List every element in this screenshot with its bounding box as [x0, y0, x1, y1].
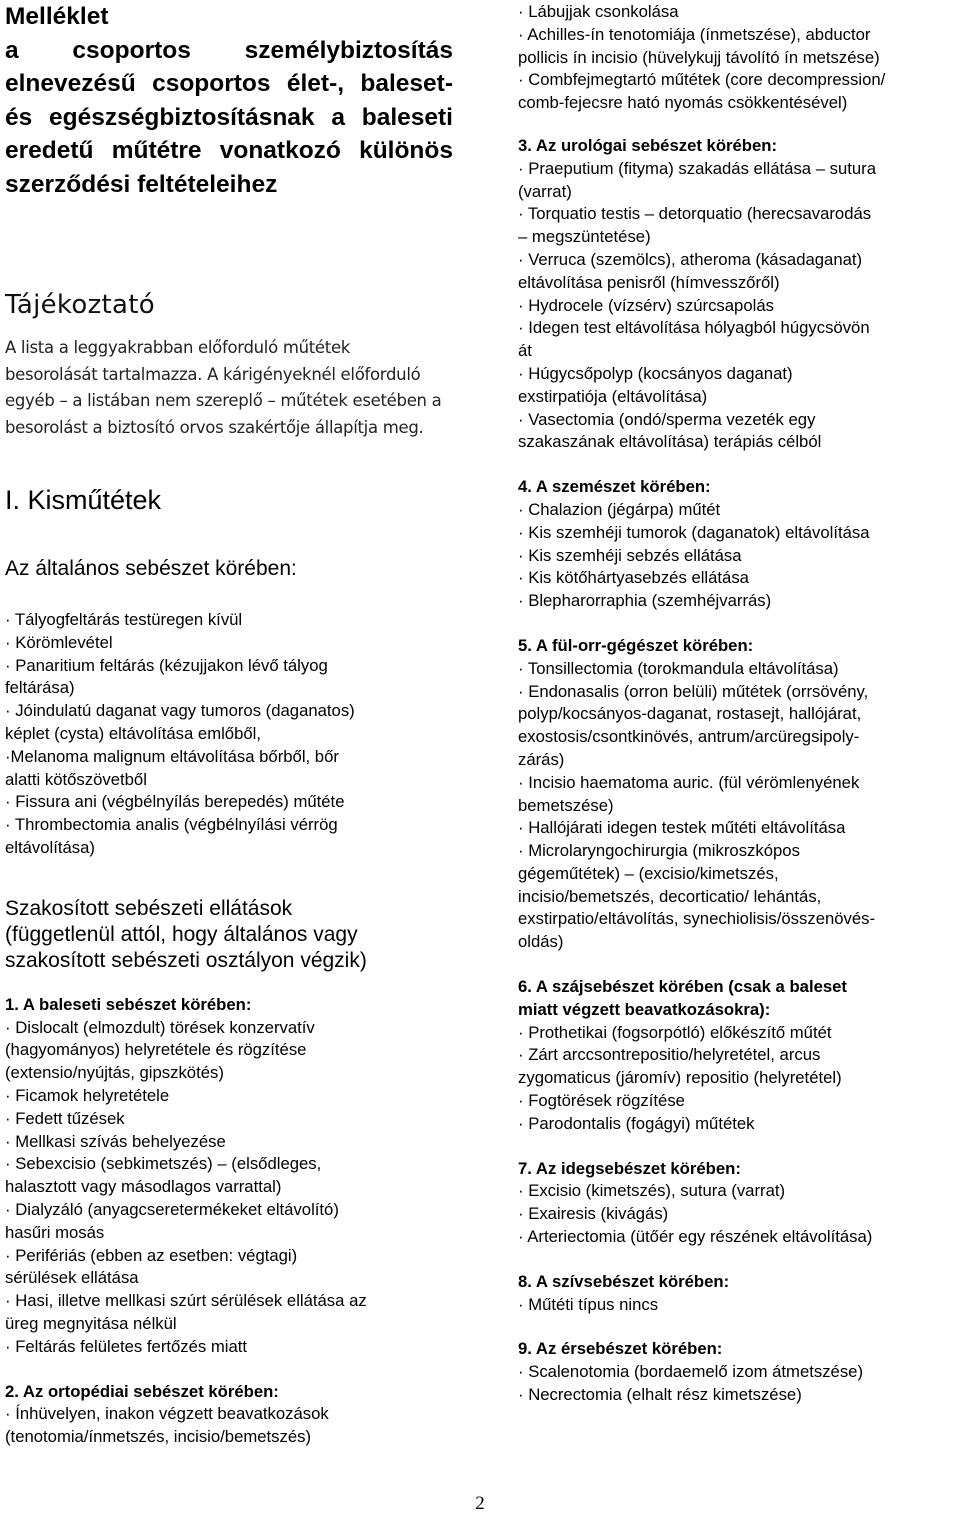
category-title-line: miatt végzett beavatkozásokra):: [518, 999, 771, 1019]
list-item-line: · Endonasalis (orron belüli) műtétek (orrsövény,: [518, 681, 869, 701]
list-item: [518, 1044, 948, 1090]
category-title-line: 8. A szívsebészet körében:: [518, 1271, 730, 1291]
list-item: [518, 499, 948, 522]
list-item: [518, 567, 948, 590]
list-item-line: · Fedett tűzések: [5, 1108, 125, 1128]
list-item: [5, 655, 453, 701]
list-item: [518, 658, 948, 681]
list-item-line: · Dialyzáló (anyagcseretermékeket eltávolító): [5, 1199, 339, 1219]
list-item-line: · Kis kötőhártyasebzés ellátása: [518, 568, 749, 588]
list-item: [518, 1203, 948, 1226]
category-title-line: 5. A fül-orr-gégészet körében:: [518, 635, 754, 655]
list-item: [5, 1336, 453, 1359]
list-item: [518, 1, 948, 24]
list-item: [518, 1090, 948, 1113]
list-item-line: alatti kötőszövetből: [5, 769, 147, 789]
list-item: [5, 1403, 453, 1449]
list-item: [5, 1131, 453, 1154]
list-item-line: · Hasi, illetve mellkasi szúrt sérülések ellátása az: [5, 1291, 367, 1311]
category-block: [518, 1338, 948, 1406]
list-item-line: · Scalenotomia (bordaemelő izom átmetszése): [518, 1362, 864, 1382]
left-column: [5, 0, 453, 1449]
category-list: [518, 499, 948, 613]
list-item-line: · Feltárás felületes fertőzés miatt: [5, 1336, 248, 1356]
category-title: [518, 976, 948, 1022]
list-item-line: · Excisio (kimetszés), sutura (varrat): [518, 1181, 786, 1201]
list-item-line: képlet (cysta) eltávolítása emlőből,: [5, 723, 261, 743]
category-title-line: 9. Az érsebészet körében:: [518, 1339, 723, 1359]
list-item-line: · Sebexcisio (sebkimetszés) – (elsődleges,: [5, 1154, 322, 1174]
list-item-line: · Mellkasi szívás behelyezése: [5, 1131, 226, 1151]
list-item-line: eltávolítása penisről (hímvesszőről): [518, 272, 780, 292]
title-line: elnevezésű csoportos élet-, baleset-: [5, 70, 453, 97]
list-item: [5, 1245, 453, 1291]
category-list: [518, 158, 948, 454]
category-list: [518, 658, 948, 954]
list-item-line: sérülések ellátása: [5, 1268, 139, 1288]
list-item: [5, 1153, 453, 1199]
list-item: [5, 746, 453, 792]
list-item-line: · Microlaryngochirurgia (mikroszkópos: [518, 841, 800, 861]
list-item-line: · Idegen test eltávolítása hólyagból húgycsövön: [518, 318, 870, 338]
specialized-heading-line: Szakosított sebészeti ellátások: [5, 896, 293, 920]
category-title-line: 2. Az ortopédiai sebészet körében:: [5, 1381, 279, 1401]
list-item: [518, 203, 948, 249]
category-title-line: 1. A baleseti sebészet körében:: [5, 994, 252, 1014]
list-item: [518, 363, 948, 409]
category-title-line: 7. Az idegsebészet körében:: [518, 1158, 741, 1178]
category-block: [5, 994, 453, 1359]
title-line: Melléklet: [5, 3, 109, 30]
page-number: 2: [475, 1493, 485, 1514]
list-item-line: ·Melanoma malignum eltávolítása bőrből, bőr: [5, 746, 339, 766]
list-item-line: · Achilles-ín tenotomiája (ínmetszése), abductor: [518, 24, 871, 44]
list-item-line: · Ficamok helyretétele: [5, 1085, 170, 1105]
list-item: [518, 317, 948, 363]
category-title: [518, 635, 948, 658]
list-item-line: · Műtéti típus nincs: [518, 1294, 659, 1314]
category-title-line: 4. A szemészet körében:: [518, 477, 711, 497]
list-item-line: · Dislocalt (elmozdult) törések konzervatív: [5, 1017, 315, 1037]
list-item-line: · Fogtörések rögzítése: [518, 1091, 685, 1111]
general-surgery-list: [5, 609, 453, 860]
category-block: [518, 1158, 948, 1249]
list-item: [518, 840, 948, 954]
list-item: [518, 1180, 948, 1203]
list-item: [5, 791, 453, 814]
list-item-line: · Húgycsőpolyp (kocsányos daganat): [518, 363, 793, 383]
info-paragraph: [5, 335, 453, 441]
category-title-line: 6. A szájsebészet körében (csak a baleset: [518, 977, 847, 997]
list-item: [518, 158, 948, 204]
category-block: [518, 476, 948, 613]
list-item: [518, 772, 948, 818]
list-item: [518, 1113, 948, 1136]
specialized-heading-line: szakosított sebészeti osztályon végzik): [5, 948, 367, 972]
list-item-line: hasűri mosás: [5, 1222, 105, 1242]
list-item-line: · Zárt arccsontrepositio/helyretétel, arcus: [518, 1045, 821, 1065]
category-list: [518, 1361, 948, 1407]
list-item: [5, 609, 453, 632]
list-item-line: · Praeputium (fityma) szakadás ellátása – sutura: [518, 158, 877, 178]
document-title: [5, 0, 453, 201]
list-item: [518, 24, 948, 70]
list-item-line: · Kis szemhéji tumorok (daganatok) eltávolítása: [518, 522, 870, 542]
list-item: [518, 1226, 948, 1249]
list-item-line: · Combfejmegtartó műtétek (core decompression/: [518, 70, 886, 90]
list-item-line: · Hallójárati idegen testek műtéti eltávolítása: [518, 818, 846, 838]
list-item-line: · Panaritium feltárás (kézujjakon lévő tályog: [5, 655, 328, 675]
list-item: [5, 700, 453, 746]
category-block: [518, 635, 948, 954]
list-item-line: incisio/bemetszés, decorticatio/ lehántás,: [518, 886, 822, 906]
title-line: a csoportos személybiztosítás: [5, 36, 453, 64]
title-line: eredetű műtétre vonatkozó különös: [5, 137, 453, 164]
list-item-line: · Thrombectomia analis (végbélnyílási vérrög: [5, 815, 338, 835]
section-heading: I. Kisműtétek: [5, 485, 162, 515]
category-block: [518, 976, 948, 1136]
list-item-line: · Tályogfeltárás testüregen kívül: [5, 610, 243, 629]
list-item: [518, 590, 948, 613]
orthopedic-continued-list: [518, 1, 948, 115]
list-item-line: · Körömlevétel: [5, 632, 113, 652]
list-item-line: szakaszának eltávolítása) terápiás célból: [518, 432, 822, 452]
list-item: [518, 1294, 948, 1317]
list-item: [518, 545, 948, 568]
list-item-line: · Tonsillectomia (torokmandula eltávolítása): [518, 658, 839, 678]
list-item-line: zygomaticus (járomív) repositio (helyretétel): [518, 1068, 842, 1088]
info-line: A lista a leggyakrabban előforduló műtétek: [5, 338, 351, 357]
category-title: [518, 1158, 948, 1181]
category-list: [518, 1022, 948, 1136]
list-item: [5, 1199, 453, 1245]
list-item: [518, 409, 948, 455]
list-item: [5, 1017, 453, 1085]
category-title: [518, 1338, 948, 1361]
category-list: [5, 1017, 453, 1359]
category-list: [518, 1294, 948, 1317]
info-line: egyéb – a listában nem szereplő – műtétek esetében a: [5, 391, 442, 410]
list-item: [518, 69, 948, 115]
list-item-line: · Incisio haematoma auric. (fül vérömlenyének: [518, 772, 860, 792]
title-line: szerződési feltételeihez: [5, 170, 278, 198]
list-item-line: át: [518, 341, 532, 361]
list-item: [518, 522, 948, 545]
list-item-line: · Perifériás (ebben az esetben: végtagi): [5, 1245, 298, 1265]
list-item-line: · Prothetikai (fogsorpótló) előkészítő műtét: [518, 1022, 832, 1042]
info-line: besorolást a biztosító orvos szakértője állapítja meg.: [5, 417, 424, 437]
right-column: [518, 0, 948, 1407]
list-item: [518, 681, 948, 772]
list-item: [5, 1085, 453, 1108]
category-block: [518, 135, 948, 454]
category-title: [518, 1271, 948, 1294]
category-block: [5, 1381, 453, 1449]
list-item-line: exstirpatio/eltávolítás, synechiolisis/összenövés-: [518, 909, 876, 929]
list-item-line: · Exairesis (kivágás): [518, 1204, 669, 1224]
list-item-line: · Arteriectomia (ütőér egy részének eltávolítása): [518, 1227, 873, 1247]
list-item-line: (tenotomia/ínmetszés, incisio/bemetszés): [5, 1427, 312, 1447]
title-line: és egészségbiztosításnak a baleseti: [5, 103, 453, 131]
list-item-line: polyp/kocsányos-daganat, rostasejt, hallójárat,: [518, 704, 862, 724]
general-surgery-heading: Az általános sebészet körében:: [5, 557, 297, 580]
list-item-line: (varrat): [518, 181, 572, 201]
right-categories: [518, 135, 948, 1407]
list-item-line: · Necrectomia (elhalt rész kimetszése): [518, 1385, 802, 1405]
list-item-line: · Hydrocele (vízsérv) szúrcsapolás: [518, 295, 774, 315]
list-item-line: üreg megnyitása nélkül: [5, 1313, 177, 1333]
category-title: [518, 135, 948, 158]
list-item-line: · Jóindulatú daganat vagy tumoros (daganatos): [5, 701, 355, 721]
list-item-line: · Torquatio testis – detorquatio (herecsavarodás: [518, 204, 872, 224]
list-item-line: · Blepharorraphia (szemhéjvarrás): [518, 591, 772, 611]
list-item: [518, 1361, 948, 1384]
list-item: [518, 817, 948, 840]
list-item-line: comb-fejecsre ható nyomás csökkentésével): [518, 93, 848, 113]
list-item: [518, 1022, 948, 1045]
category-list: [518, 1180, 948, 1248]
list-item-line: zárás): [518, 749, 565, 769]
list-item-line: · Verruca (szemölcs), atheroma (kásadaganat): [518, 249, 863, 269]
list-item: [5, 632, 453, 655]
list-item-line: – megszüntetése): [518, 227, 651, 247]
list-item-line: pollicis ín incisio (hüvelykujj távolító ín metszése): [518, 47, 880, 67]
list-item-line: · Chalazion (jégárpa) műtét: [518, 499, 721, 519]
category-title-line: 3. Az urológai sebészet körében:: [518, 135, 778, 155]
list-item-line: · Fissura ani (végbélnyílás berepedés) műtéte: [5, 792, 345, 812]
list-item-line: oldás): [518, 932, 564, 952]
list-item: [518, 1384, 948, 1407]
specialized-heading: [5, 896, 453, 974]
left-categories: [5, 994, 453, 1449]
list-item-line: · Vasectomia (ondó/sperma vezeték egy: [518, 409, 816, 429]
list-item-line: (hagyományos) helyretétele és rögzítése: [5, 1040, 307, 1060]
list-item: [518, 295, 948, 318]
list-item-line: eltávolítása): [5, 837, 95, 857]
list-item-line: (extensio/nyújtás, gipszkötés): [5, 1063, 224, 1083]
list-item: [5, 814, 453, 860]
list-item: [518, 249, 948, 295]
category-block: [518, 1271, 948, 1317]
category-title: [518, 476, 948, 499]
list-item-line: gégeműtétek) – (excisio/kimetszés,: [518, 863, 779, 883]
list-item-line: · Lábujjak csonkolása: [518, 2, 679, 21]
list-item-line: exstirpatiója (eltávolítása): [518, 386, 708, 406]
category-title: [5, 1381, 453, 1404]
list-item-line: · Kis szemhéji sebzés ellátása: [518, 545, 742, 565]
list-item-line: halasztott vagy másodlagos varrattal): [5, 1177, 282, 1197]
specialized-heading-line: (függetlenül attól, hogy általános vagy: [5, 922, 358, 946]
list-item: [5, 1290, 453, 1336]
info-heading: Tájékoztató: [5, 290, 155, 320]
info-line: besorolását tartalmazza. A kárigényeknél előforduló: [5, 364, 421, 384]
category-title: [5, 994, 453, 1017]
category-list: [5, 1403, 453, 1449]
list-item-line: feltárása): [5, 678, 75, 698]
list-item-line: bemetszése): [518, 795, 614, 815]
list-item: [5, 1108, 453, 1131]
list-item-line: exostosis/csontkinövés, antrum/arcüregsipoly-: [518, 727, 860, 747]
list-item-line: · Ínhüvelyen, inakon végzett beavatkozások: [5, 1404, 329, 1424]
list-item-line: · Parodontalis (fogágyi) műtétek: [518, 1113, 755, 1133]
